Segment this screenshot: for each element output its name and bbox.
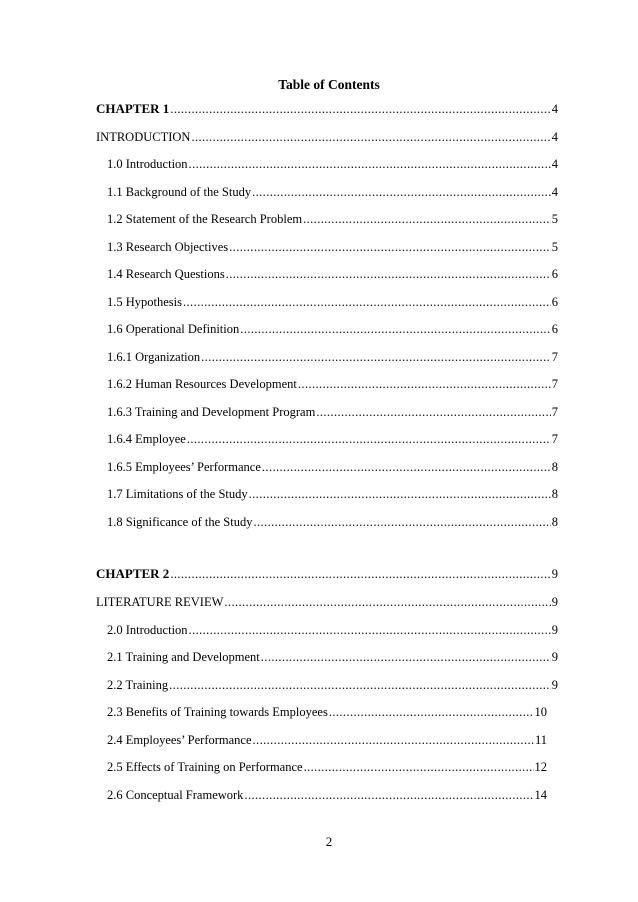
toc-dot-leader bbox=[304, 759, 534, 775]
toc-dot-leader bbox=[170, 566, 550, 582]
toc-entry-2-5[interactable] bbox=[107, 759, 547, 775]
toc-entry-page: 4 bbox=[551, 185, 558, 199]
toc-dot-leader bbox=[183, 294, 551, 310]
toc-entry-1-8[interactable] bbox=[107, 514, 558, 530]
toc-entry-1-6-4[interactable] bbox=[107, 431, 558, 447]
toc-entry-title: CHAPTER 1 bbox=[96, 101, 170, 116]
toc-dot-leader bbox=[169, 677, 551, 693]
toc-entry-page: 6 bbox=[551, 267, 558, 281]
toc-entry-page: 6 bbox=[551, 322, 558, 336]
toc-entry-title: 1.8 Significance of the Study bbox=[107, 515, 253, 529]
toc-dot-leader bbox=[170, 101, 550, 117]
toc-dot-leader bbox=[189, 156, 551, 172]
toc-entry-1-1[interactable] bbox=[107, 184, 558, 200]
toc-entry-title: 2.2 Training bbox=[107, 678, 169, 692]
page-number: 2 bbox=[325, 834, 333, 849]
toc-entry-2-2[interactable] bbox=[107, 677, 558, 693]
toc-entry-2-0[interactable] bbox=[107, 622, 558, 638]
toc-dot-leader bbox=[298, 376, 551, 392]
toc-entry-title: 1.6.1 Organization bbox=[107, 350, 201, 364]
toc-entry-title: 2.5 Effects of Training on Performance bbox=[107, 760, 303, 774]
toc-entry-page: 8 bbox=[551, 487, 558, 501]
toc-dot-leader bbox=[252, 184, 551, 200]
toc-entry-page: 6 bbox=[551, 295, 558, 309]
toc-entry-title: 1.4 Research Questions bbox=[107, 267, 225, 281]
toc-dot-leader bbox=[249, 486, 551, 502]
toc-title: Table of Contents bbox=[278, 77, 380, 92]
toc-entry-page: 7 bbox=[551, 377, 558, 391]
toc-entry-title: 1.6 Operational Definition bbox=[107, 322, 240, 336]
toc-entry-1-6-3[interactable] bbox=[107, 404, 558, 420]
toc-entry-1-0[interactable] bbox=[107, 156, 558, 172]
toc-entry-page: 4 bbox=[551, 130, 558, 144]
toc-entry-1-6-5[interactable] bbox=[107, 459, 558, 475]
toc-dot-leader bbox=[261, 649, 551, 665]
toc-entry-1-5[interactable] bbox=[107, 294, 558, 310]
toc-dot-leader bbox=[253, 732, 534, 748]
toc-entry-title: 1.6.2 Human Resources Development bbox=[107, 377, 297, 391]
toc-entry-introduction[interactable] bbox=[96, 129, 558, 145]
toc-entry-1-6[interactable] bbox=[107, 321, 558, 337]
toc-dot-leader bbox=[226, 266, 551, 282]
toc-entry-title: 2.3 Benefits of Training towards Employees bbox=[107, 705, 328, 719]
toc-dot-leader bbox=[201, 349, 551, 365]
toc-entry-title: 1.6.4 Employee bbox=[107, 432, 186, 446]
toc-entry-page: 12 bbox=[534, 760, 547, 774]
toc-entry-page: 8 bbox=[551, 515, 558, 529]
toc-entry-chapter-2[interactable] bbox=[96, 566, 558, 582]
toc-entry-page: 9 bbox=[551, 595, 558, 609]
toc-entry-1-6-1[interactable] bbox=[107, 349, 558, 365]
toc-entry-page: 11 bbox=[534, 733, 547, 747]
toc-entry-title: 1.3 Research Objectives bbox=[107, 240, 229, 254]
toc-dot-leader bbox=[262, 459, 551, 475]
toc-entry-title: 1.1 Background of the Study bbox=[107, 185, 252, 199]
toc-dot-leader bbox=[224, 594, 550, 610]
toc-entry-chapter-1[interactable] bbox=[96, 101, 558, 117]
toc-entry-page: 4 bbox=[551, 157, 558, 171]
toc-entry-page: 5 bbox=[551, 212, 558, 226]
toc-dot-leader bbox=[229, 239, 551, 255]
toc-dot-leader bbox=[316, 404, 550, 420]
toc-entry-2-1[interactable] bbox=[107, 649, 558, 665]
toc-entry-title: 2.6 Conceptual Framework bbox=[107, 788, 244, 802]
toc-entry-2-3[interactable] bbox=[107, 704, 547, 720]
toc-entry-page: 7 bbox=[551, 405, 558, 419]
toc-entry-title: 2.4 Employees’ Performance bbox=[107, 733, 252, 747]
toc-entry-page: 7 bbox=[551, 350, 558, 364]
toc-entry-title: CHAPTER 2 bbox=[96, 566, 170, 581]
toc-entry-title: INTRODUCTION bbox=[96, 130, 191, 144]
toc-entry-page: 9 bbox=[551, 678, 558, 692]
toc-entry-title: 1.5 Hypothesis bbox=[107, 295, 182, 309]
toc-dot-leader bbox=[191, 129, 550, 145]
toc-dot-leader bbox=[187, 431, 551, 447]
toc-entry-title: 2.0 Introduction bbox=[107, 623, 188, 637]
toc-entry-page: 9 bbox=[551, 650, 558, 664]
toc-dot-leader bbox=[189, 622, 551, 638]
toc-dot-leader bbox=[253, 514, 550, 530]
toc-entry-2-4[interactable] bbox=[107, 732, 547, 748]
toc-entry-1-4[interactable] bbox=[107, 266, 558, 282]
toc-entry-1-7[interactable] bbox=[107, 486, 558, 502]
toc-entry-page: 4 bbox=[551, 102, 558, 116]
toc-entry-page: 14 bbox=[534, 788, 547, 802]
toc-entry-page: 10 bbox=[534, 705, 547, 719]
toc-entry-page: 8 bbox=[551, 460, 558, 474]
toc-entry-1-6-2[interactable] bbox=[107, 376, 558, 392]
toc-dot-leader bbox=[329, 704, 534, 720]
toc-entry-2-6[interactable] bbox=[107, 787, 547, 803]
toc-entry-page: 9 bbox=[551, 567, 558, 581]
toc-entry-title: 1.6.5 Employees’ Performance bbox=[107, 460, 261, 474]
toc-entry-1-3[interactable] bbox=[107, 239, 558, 255]
toc-entry-title: LITERATURE REVIEW bbox=[96, 595, 224, 609]
toc-dot-leader bbox=[244, 787, 533, 803]
toc-dot-leader bbox=[303, 211, 551, 227]
toc-entry-title: 1.7 Limitations of the Study bbox=[107, 487, 248, 501]
toc-entry-page: 9 bbox=[551, 623, 558, 637]
toc-entry-literature-review[interactable] bbox=[96, 594, 558, 610]
toc-entry-1-2[interactable] bbox=[107, 211, 558, 227]
toc-entry-title: 1.6.3 Training and Development Program bbox=[107, 405, 316, 419]
toc-entry-title: 1.0 Introduction bbox=[107, 157, 188, 171]
toc-entry-page: 7 bbox=[551, 432, 558, 446]
toc-entry-title: 2.1 Training and Development bbox=[107, 650, 260, 664]
toc-entry-title: 1.2 Statement of the Research Problem bbox=[107, 212, 303, 226]
toc-entry-page: 5 bbox=[551, 240, 558, 254]
toc-dot-leader bbox=[240, 321, 550, 337]
